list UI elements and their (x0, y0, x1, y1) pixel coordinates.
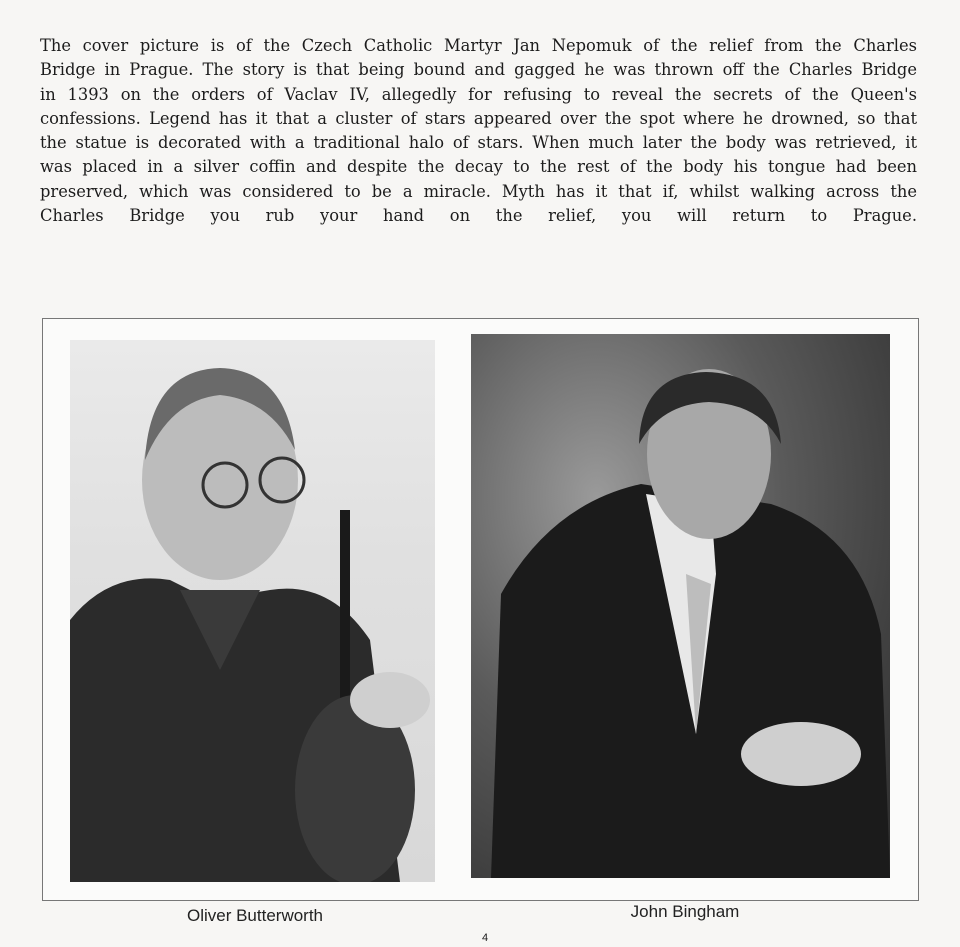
text-line: in 1393 on the orders of Vaclav IV, allegedly for refusing to reveal the secrets of the Queen's (40, 84, 917, 104)
photo-john-bingham (471, 334, 890, 878)
text-line: Bridge in Prague. The story is that being bound and gagged he was thrown off the Charles Bridge (40, 60, 917, 80)
text-line: The cover picture is of the Czech Catholic Martyr Jan Nepomuk of the relief from the Charles (40, 36, 917, 55)
photo-caption: John Bingham (630, 902, 740, 921)
text-line: Charles Bridge you rub your hand on the relief, you will return to Prague. (40, 206, 917, 226)
text-line: was placed in a silver coffin and despite the decay to the rest of the body his tongue had been (40, 157, 917, 177)
photo-caption: Oliver Butterworth (186, 906, 324, 925)
text-line: confessions. Legend has it that a cluster of stars appeared over the spot where he drowned, so that (40, 108, 917, 128)
text-line: preserved, which was considered to be a miracle. Myth has it that if, whilst walking across the (40, 181, 917, 201)
text-line: the statue is decorated with a traditional halo of stars. When much later the body was retrieved, it (40, 133, 917, 153)
body-paragraph (40, 34, 917, 228)
photo-oliver-butterworth (70, 340, 435, 882)
page-number: 4 (482, 932, 489, 944)
